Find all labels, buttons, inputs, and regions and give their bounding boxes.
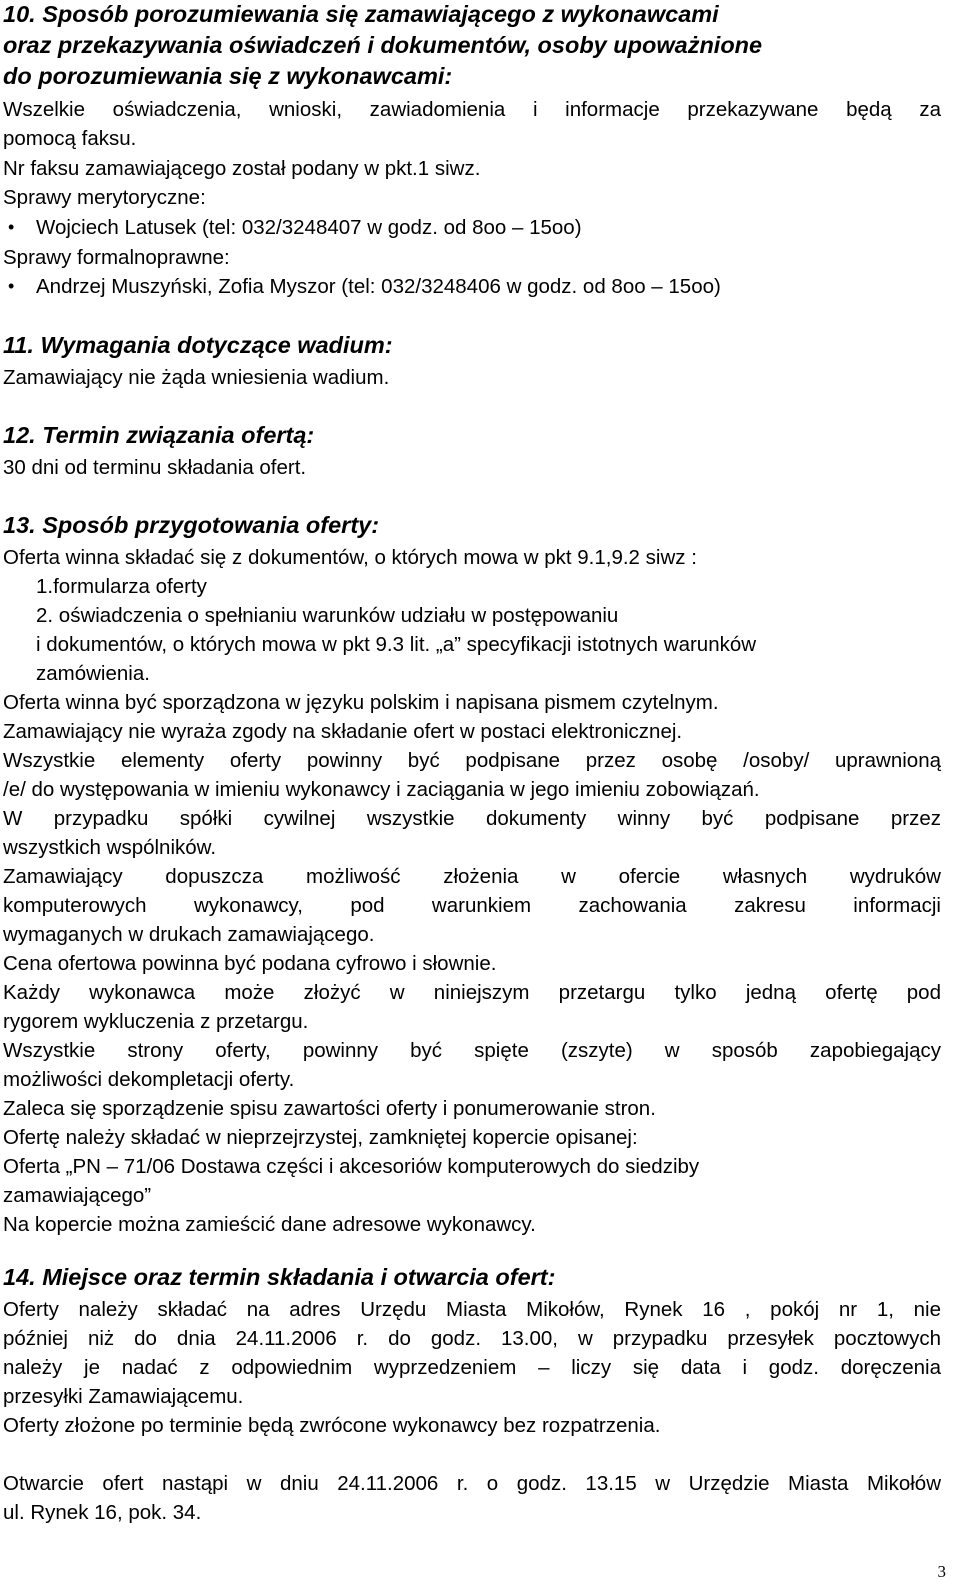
section-13-text: /e/ do występowania w imieniu wykonawcy i zaciągania w jego imieniu zobowiązań. [3,778,760,801]
section-13-list-item: zamówienia. [36,662,150,685]
merit-contact-item: • Wojciech Latusek (tel: 032/3248407 w godz. od 8oo – 15oo) [36,213,582,242]
section-13-text: Wszystkie strony oferty, powinny być spięte (zszyte) w sposób zapobiegający [3,1039,941,1062]
section-10-text: pomocą faksu. [3,127,137,150]
section-14-text: należy je nadać z odpowiednim wyprzedzeniem – liczy się data i godz. doręczenia [3,1356,941,1379]
section-14-text: ul. Rynek 16, pok. 34. [3,1501,202,1524]
section-13-text: W przypadku spółki cywilnej wszystkie dokumenty winny być podpisane przez [3,807,941,830]
section-10-text: Nr faksu zamawiającego został podany w pkt.1 siwz. [3,157,481,180]
section-13-text: Na kopercie można zamieścić dane adresowe wykonawcy. [3,1213,536,1236]
section-13-text: Zamawiający nie wyraża zgody na składanie ofert w postaci elektronicznej. [3,720,683,743]
merit-contact-label: Sprawy merytoryczne: [3,186,206,209]
page-number: 3 [937,1562,946,1581]
section-11-heading: 11. Wymagania dotyczące wadium: [3,332,393,358]
section-10-heading-line-1: 10. Sposób porozumiewania się zamawiającego z wykonawcami [3,1,719,27]
section-14-text: później niż do dnia 24.11.2006 r. do godz. 13.00, w przypadku przesyłek pocztowych [3,1327,941,1350]
section-13-text: Każdy wykonawca może złożyć w niniejszym przetargu tylko jedną ofertę pod [3,981,941,1004]
section-13-text: komputerowych wykonawcy, pod warunkiem zachowania zakresu informacji [3,894,941,917]
section-14-heading: 14. Miejsce oraz termin składania i otwarcia ofert: [3,1264,556,1290]
section-11-text: Zamawiający nie żąda wniesienia wadium. [3,366,390,389]
section-14-text: Oferty złożone po terminie będą zwrócone wykonawcy bez rozpatrzenia. [3,1414,661,1437]
section-13-text: Oferta winna składać się z dokumentów, o których mowa w pkt 9.1,9.2 siwz : [3,546,697,569]
section-13-text: możliwości dekompletacji oferty. [3,1068,295,1091]
section-13-text: Cena ofertowa powinna być podana cyfrowo i słownie. [3,952,497,975]
section-13-text: Zamawiający dopuszcza możliwość złożenia w ofercie własnych wydruków [3,865,941,888]
section-13-list-item: i dokumentów, o których mowa w pkt 9.3 lit. „a” specyfikacji istotnych warunków [36,633,757,656]
section-13-text: Oferta „PN – 71/06 Dostawa części i akcesoriów komputerowych do siedziby [3,1155,700,1178]
section-14-text: Otwarcie ofert nastąpi w dniu 24.11.2006 r. o godz. 13.15 w Urzędzie Miasta Mikołów [3,1472,941,1495]
formal-contact-label: Sprawy formalnoprawne: [3,246,230,269]
section-10-heading-line-3: do porozumiewania się z wykonawcami: [3,63,453,89]
section-14-text: Oferty należy składać na adres Urzędu Miasta Mikołów, Rynek 16 , pokój nr 1, nie [3,1298,941,1321]
section-13-text: wszystkich wspólników. [3,836,217,859]
section-13-text: Oferta winna być sporządzona w języku polskim i napisana pismem czytelnym. [3,691,719,714]
section-13-text: wymaganych w drukach zamawiającego. [3,923,375,946]
section-13-text: Wszystkie elementy oferty powinny być podpisane przez osobę /osoby/ uprawnioną [3,749,941,772]
section-13-list-item: 2. oświadczenia o spełnianiu warunków udziału w postępowaniu [36,604,619,627]
section-13-text: rygorem wykluczenia z przetargu. [3,1010,309,1033]
section-14-text: przesyłki Zamawiającemu. [3,1385,244,1408]
section-13-text: Ofertę należy składać w nieprzejrzystej, zamkniętej kopercie opisanej: [3,1126,638,1149]
formal-contact-item: • Andrzej Muszyński, Zofia Myszor (tel: 032/3248406 w godz. od 8oo – 15oo) [36,272,721,301]
section-13-list-item: 1.formularza oferty [36,575,207,598]
section-12-heading: 12. Termin związania ofertą: [3,422,315,448]
section-13-text: zamawiającego” [3,1184,152,1207]
section-13-heading: 13. Sposób przygotowania oferty: [3,512,380,538]
section-10-text: Wszelkie oświadczenia, wnioski, zawiadomienia i informacje przekazywane będą za [3,98,941,121]
section-12-text: 30 dni od terminu składania ofert. [3,456,307,479]
section-10-heading-line-2: oraz przekazywania oświadczeń i dokumentów, osoby upoważnione [3,32,763,58]
section-13-text: Zaleca się sporządzenie spisu zawartości oferty i ponumerowanie stron. [3,1097,656,1120]
